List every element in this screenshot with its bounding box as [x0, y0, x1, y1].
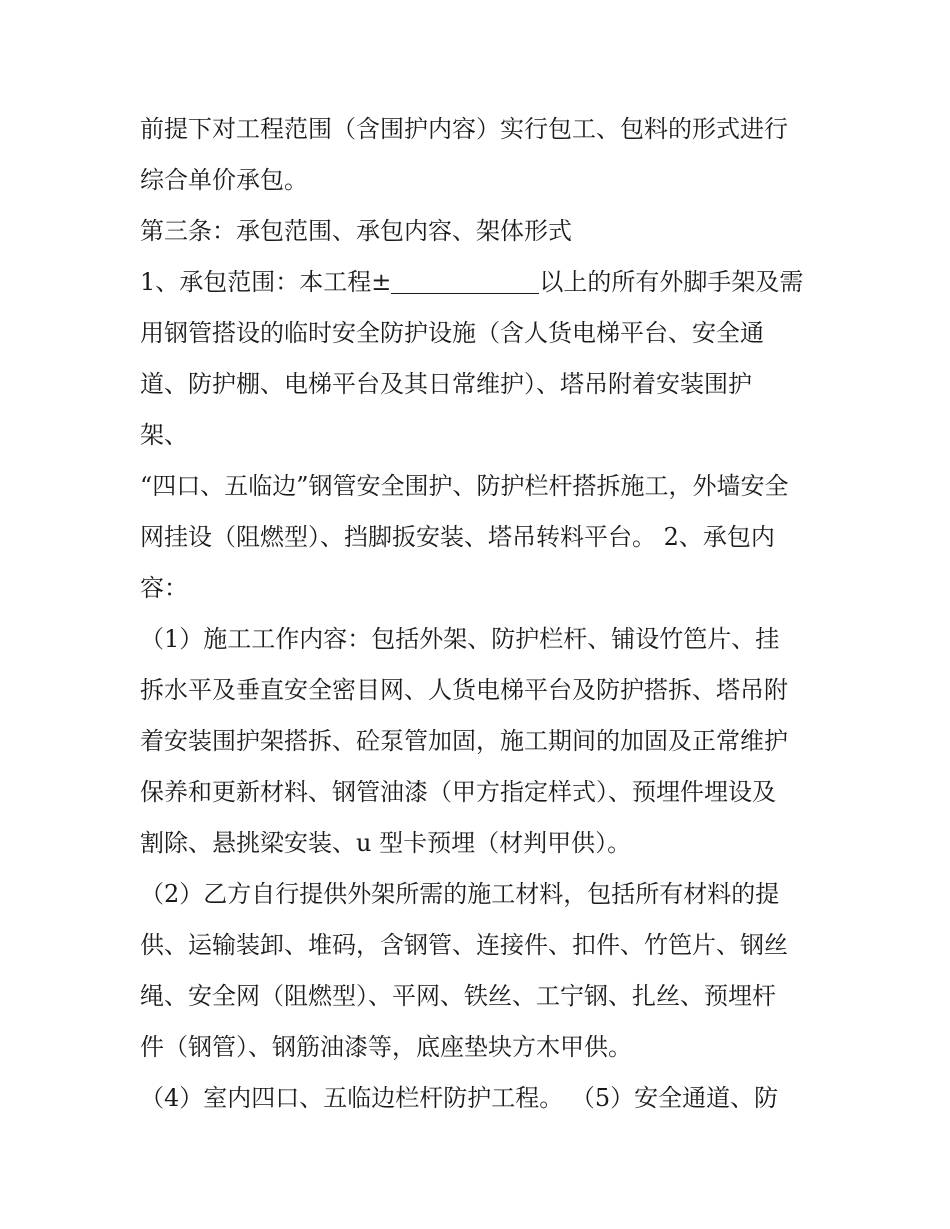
fill-in-blank [391, 263, 539, 294]
text-line: （2）乙方自行提供外架所需的施工材料，包括所有材料的提 [140, 880, 780, 908]
text-line-with-blank [140, 257, 820, 308]
text-line: 供、运输装卸、堆码，含钢管、连接件、扣件、竹笆片、钢丝 [140, 931, 788, 959]
text-line: （4）室内四口、五临边栏杆防护工程。 （5）安全通道、防 [140, 1084, 779, 1112]
text-line: 割除、悬挑梁安装、u 型卡预埋（材判甲供）。 [140, 829, 632, 857]
text-line: 道、防护棚、电梯平台及其日常维护）、塔吊附着安装围护 [140, 370, 752, 398]
text-line: （1）施工工作内容：包括外架、防护栏杆、铺设竹笆片、挂 [140, 625, 780, 653]
text-line: 拆水平及垂直安全密目网、人货电梯平台及防护搭拆、塔吊附 [140, 676, 788, 704]
text-line: 用钢管搭设的临时安全防护设施（含人货电梯平台、安全通 [140, 319, 764, 347]
text-line: 架、 [140, 421, 188, 449]
text-line: “四口、五临边”钢管安全围护、防护栏杆搭拆施工，外墙安全 [140, 472, 789, 500]
text-line: 保养和更新材料、钢管油漆（甲方指定样式）、预埋件埋设及 [140, 778, 776, 806]
text-line: 着安装围护架搭拆、砼泵管加固，施工期间的加固及正常维护 [140, 727, 788, 755]
text-line: 绳、安全网（阻燃型）、平网、铁丝、工宁钢、扎丝、预埋杆 [140, 982, 776, 1010]
text-line: 网挂设（阻燃型）、挡脚扳安装、塔吊转料平台。 2、承包内 [140, 523, 775, 551]
text-segment: 1、承包范围：本工程± [140, 268, 392, 296]
body-text [140, 104, 820, 1124]
article-heading: 第三条：承包范围、承包内容、架体形式 [140, 217, 572, 245]
text-line: 件（钢管）、钢筋油漆等，底座垫块方木甲供。 [140, 1033, 632, 1061]
text-line: 容： [140, 574, 188, 602]
text-line: 前提下对工程范围（含围护内容）实行包工、包料的形式进行 [140, 115, 788, 143]
text-line: 综合单价承包。 [140, 166, 308, 194]
text-segment: 以上的所有外脚手架及需 [539, 268, 804, 296]
